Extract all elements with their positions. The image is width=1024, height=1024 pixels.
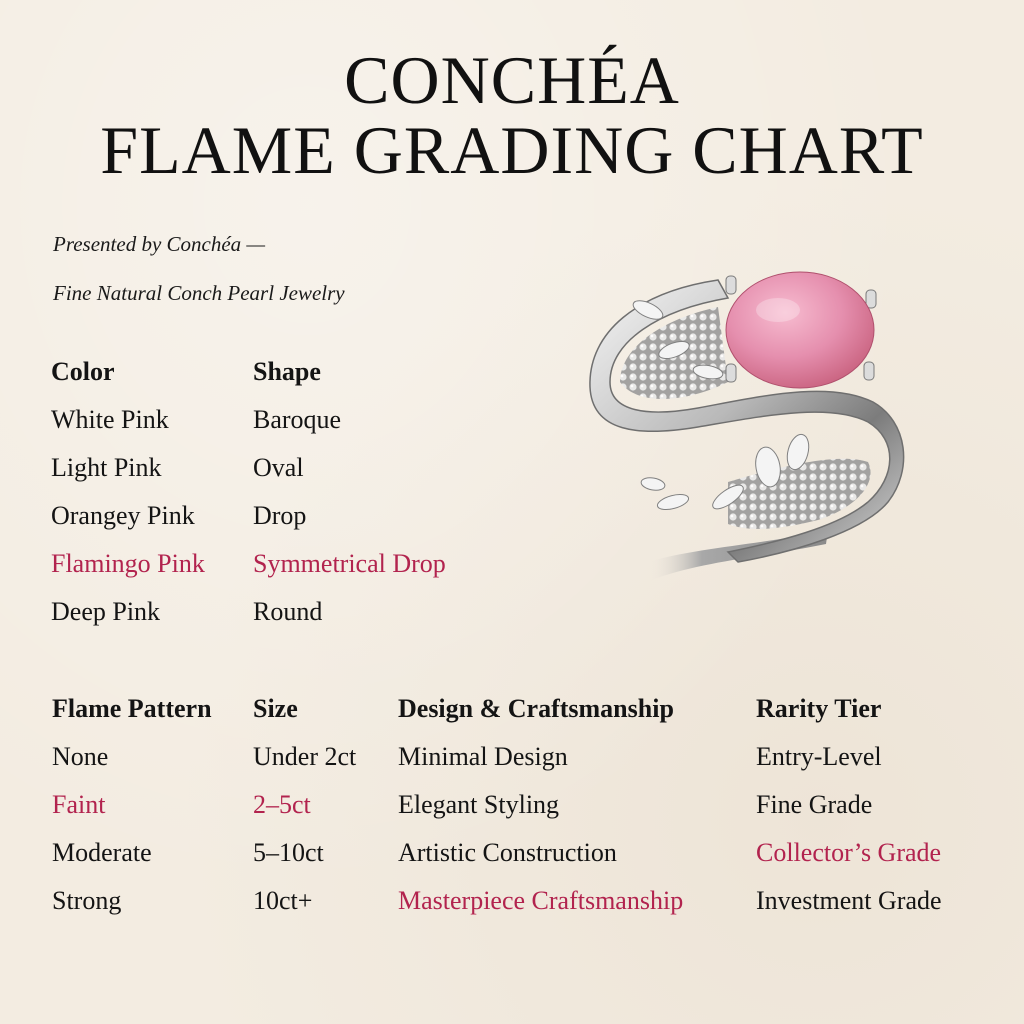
- column-header: Flame Pattern: [52, 694, 212, 723]
- flame-pattern-column: [52, 692, 212, 932]
- grade-item: Artistic Construction: [398, 838, 617, 867]
- grade-item-highlight: Masterpiece Craftsmanship: [398, 886, 684, 915]
- column-header: Color: [51, 357, 115, 386]
- color-column: [51, 355, 205, 643]
- grade-item: None: [52, 742, 109, 771]
- grade-item: Fine Grade: [756, 790, 873, 819]
- conch-pearl-ring-icon: [578, 262, 918, 592]
- grade-item: Investment Grade: [756, 886, 942, 915]
- conch-pearl: [726, 272, 874, 388]
- grade-item: Orangey Pink: [51, 501, 195, 530]
- presented-by-line: Presented by Conchéa —: [53, 232, 266, 256]
- grade-item: Round: [253, 597, 323, 626]
- grade-item: Entry-Level: [756, 742, 882, 771]
- pearl-highlight: [756, 298, 800, 322]
- grade-item: 10ct+: [253, 886, 313, 915]
- shape-column: [253, 355, 446, 643]
- chart-title: FLAME GRADING CHART: [100, 112, 924, 188]
- grade-item: 5–10ct: [253, 838, 324, 867]
- column-header: Rarity Tier: [756, 694, 882, 723]
- grade-item-highlight: Flamingo Pink: [51, 549, 205, 578]
- grade-item-highlight: Collector’s Grade: [756, 838, 942, 867]
- grade-item: Moderate: [52, 838, 152, 867]
- brand-title: CONCHÉA: [344, 42, 680, 118]
- tagline: Fine Natural Conch Pearl Jewelry: [53, 281, 345, 305]
- grade-item: Under 2ct: [253, 742, 357, 771]
- column-header: Shape: [253, 357, 321, 386]
- grade-item: Oval: [253, 453, 304, 482]
- rarity-tier-column: [756, 692, 942, 932]
- column-header: Design & Craftsmanship: [398, 694, 674, 723]
- grade-item-highlight: Symmetrical Drop: [253, 549, 446, 578]
- grade-item: Light Pink: [51, 453, 162, 482]
- design-craftsmanship-column: [398, 692, 683, 932]
- size-column: [253, 692, 356, 932]
- grade-item-highlight: Faint: [52, 790, 106, 819]
- grade-item: Deep Pink: [51, 597, 161, 626]
- grade-item: Baroque: [253, 405, 342, 434]
- grade-item: Strong: [52, 886, 122, 915]
- grade-item: Minimal Design: [398, 742, 568, 771]
- grade-item: Drop: [253, 501, 307, 530]
- column-header: Size: [253, 694, 298, 723]
- grade-item: White Pink: [51, 405, 169, 434]
- grade-item-highlight: 2–5ct: [253, 790, 311, 819]
- grade-item: Elegant Styling: [398, 790, 560, 819]
